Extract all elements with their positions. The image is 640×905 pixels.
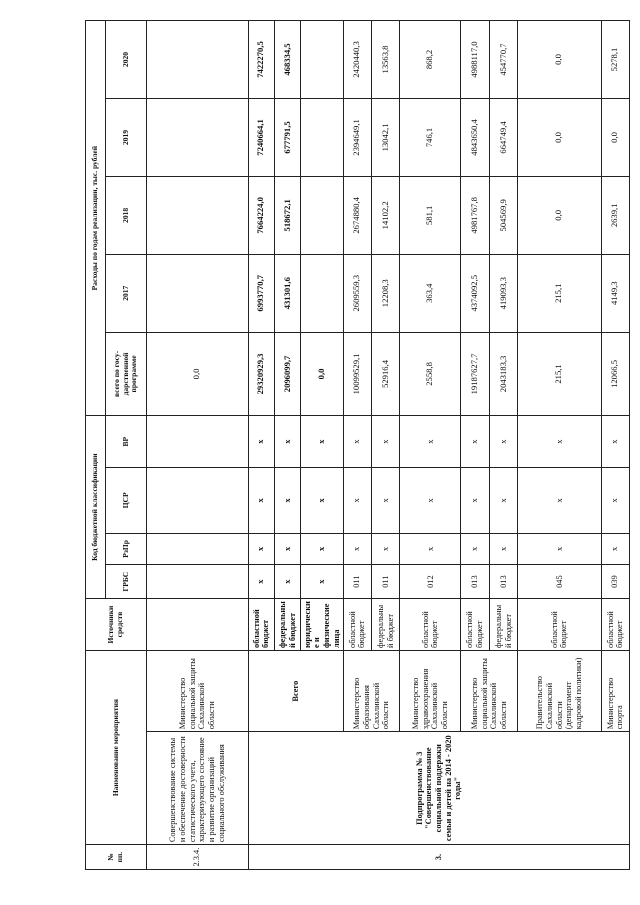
year-cell: 7422270,5 bbox=[248, 21, 274, 99]
header-year: 2019 bbox=[106, 99, 147, 177]
total-cell: 2043183,3 bbox=[489, 332, 517, 416]
budget-table bbox=[85, 20, 630, 870]
rzpr-cell: x bbox=[372, 533, 400, 565]
table-row bbox=[248, 21, 274, 870]
csr-cell: x bbox=[461, 468, 489, 533]
total-cell: 0,0 bbox=[146, 332, 248, 416]
executor: Министерство здравоохранения Сахалинской области bbox=[400, 650, 461, 731]
vr-cell: x bbox=[400, 416, 461, 468]
year-cell: 4843650,4 bbox=[461, 99, 489, 177]
header-expenses: Расходы по годам реализации, тыс. рублей bbox=[86, 21, 106, 416]
measure-name: Совершенствование системы и обеспечение достоверности статистического учета, характеризующего состояние и развитие организаций социального обслуживания bbox=[146, 732, 248, 845]
executor: Правительство Сахалинской области (департамент кадровой политики) bbox=[518, 650, 601, 731]
year-cell: 14102,2 bbox=[372, 176, 400, 254]
table-row bbox=[146, 21, 248, 870]
grbs-cell: 011 bbox=[372, 565, 400, 599]
year-cell: 431301,6 bbox=[274, 254, 300, 332]
header-rzpr: РзПр bbox=[106, 533, 147, 565]
source-cell: областной бюджет bbox=[461, 599, 489, 651]
rzpr-cell: x bbox=[489, 533, 517, 565]
total-cell: 29320929,3 bbox=[248, 332, 274, 416]
year-cell: 2639,1 bbox=[601, 176, 629, 254]
total-cell: 2096099,7 bbox=[274, 332, 300, 416]
year-cell: 6993770,7 bbox=[248, 254, 274, 332]
rzpr-cell: x bbox=[601, 533, 629, 565]
csr-cell: x bbox=[372, 468, 400, 533]
year-cell: 4149,3 bbox=[601, 254, 629, 332]
vr-cell: x bbox=[301, 416, 343, 468]
total-cell: 19187627,7 bbox=[461, 332, 489, 416]
csr-cell: x bbox=[489, 468, 517, 533]
header-year: 2020 bbox=[106, 21, 147, 99]
row-num: 2.3.4. bbox=[146, 845, 248, 870]
year-cell: 2420440,3 bbox=[343, 21, 371, 99]
rzpr-cell: x bbox=[343, 533, 371, 565]
grbs-cell: 039 bbox=[601, 565, 629, 599]
total-cell: 215,1 bbox=[518, 332, 601, 416]
header-vr: ВР bbox=[106, 416, 147, 468]
source-cell: федеральный бюджет bbox=[274, 599, 300, 651]
source-cell: областной бюджет bbox=[343, 599, 371, 651]
rzpr-cell: x bbox=[274, 533, 300, 565]
header-total-prog: всего по госу-дарственной программе bbox=[106, 332, 147, 416]
total-cell: 2558,8 bbox=[400, 332, 461, 416]
year-cell: 746,1 bbox=[400, 99, 461, 177]
rzpr-cell: x bbox=[301, 533, 343, 565]
csr-cell: x bbox=[248, 468, 274, 533]
vr-cell: x bbox=[248, 416, 274, 468]
vr-cell: x bbox=[343, 416, 371, 468]
source-cell: областной бюджет bbox=[248, 599, 274, 651]
csr-cell: x bbox=[301, 468, 343, 533]
grbs-cell: 045 bbox=[518, 565, 601, 599]
year-cell: 0,0 bbox=[601, 99, 629, 177]
vr-cell: x bbox=[518, 416, 601, 468]
header-sources: Источники средств bbox=[86, 599, 147, 651]
year-cell: 454770,7 bbox=[489, 21, 517, 99]
vr-cell: x bbox=[601, 416, 629, 468]
source-cell: областной бюджет bbox=[601, 599, 629, 651]
csr-cell: x bbox=[518, 468, 601, 533]
row-num: 3. bbox=[248, 845, 630, 870]
executor: Министерство образования Сахалинской области bbox=[343, 650, 400, 731]
header-budget-code: Код бюджетной классификации bbox=[86, 416, 106, 599]
header-year: 2017 bbox=[106, 254, 147, 332]
subprogram-name: Подпрограмма № 3 "Совершенствование социальной поддержки семьи и детей на 2014 - 2020 годы" bbox=[248, 732, 630, 845]
rzpr-cell: x bbox=[400, 533, 461, 565]
year-cell: 12208,3 bbox=[372, 254, 400, 332]
year-cell: 2394649,1 bbox=[343, 99, 371, 177]
year-cell: 0,0 bbox=[518, 21, 601, 99]
grbs-cell: x bbox=[274, 565, 300, 599]
vr-cell: x bbox=[461, 416, 489, 468]
executor: Министерство спорта bbox=[601, 650, 629, 731]
header-year: 2018 bbox=[106, 176, 147, 254]
year-cell: 13042,1 bbox=[372, 99, 400, 177]
grbs-cell: 011 bbox=[343, 565, 371, 599]
grbs-cell: 012 bbox=[400, 565, 461, 599]
grbs-cell: 013 bbox=[489, 565, 517, 599]
year-cell: 2609559,3 bbox=[343, 254, 371, 332]
vr-cell: x bbox=[489, 416, 517, 468]
header-num: № пп. bbox=[86, 845, 147, 870]
vr-cell: x bbox=[372, 416, 400, 468]
grbs-cell: 013 bbox=[461, 565, 489, 599]
grbs-cell: x bbox=[248, 565, 274, 599]
year-cell: 677791,5 bbox=[274, 99, 300, 177]
year-cell: 363,4 bbox=[400, 254, 461, 332]
grbs-cell: x bbox=[301, 565, 343, 599]
rotated-table-wrap bbox=[85, 20, 630, 870]
year-cell: 419093,3 bbox=[489, 254, 517, 332]
total-cell: 52916,4 bbox=[372, 332, 400, 416]
year-cell: 468334,5 bbox=[274, 21, 300, 99]
executor: Министерство социальной защиты Сахалинской области bbox=[461, 650, 518, 731]
year-cell: 664749,4 bbox=[489, 99, 517, 177]
year-cell: 0,0 bbox=[518, 176, 601, 254]
year-cell: 504569,9 bbox=[489, 176, 517, 254]
year-cell: 4988117,0 bbox=[461, 21, 489, 99]
vsego-label: Всего bbox=[248, 650, 343, 731]
year-cell: 7664224,0 bbox=[248, 176, 274, 254]
year-cell: 215,1 bbox=[518, 254, 601, 332]
year-cell: 4981767,8 bbox=[461, 176, 489, 254]
header-grbs: ГРБС bbox=[106, 565, 147, 599]
source-cell: федеральный бюджет bbox=[372, 599, 400, 651]
total-cell: 10099529,1 bbox=[343, 332, 371, 416]
csr-cell: x bbox=[400, 468, 461, 533]
year-cell: 2674880,4 bbox=[343, 176, 371, 254]
year-cell: 518672,1 bbox=[274, 176, 300, 254]
header-name: Наименование мероприятия bbox=[86, 650, 147, 844]
year-cell: 0,0 bbox=[518, 99, 601, 177]
rzpr-cell: x bbox=[518, 533, 601, 565]
year-cell: 7240664,1 bbox=[248, 99, 274, 177]
year-cell: 13563,8 bbox=[372, 21, 400, 99]
csr-cell: x bbox=[343, 468, 371, 533]
rzpr-cell: x bbox=[461, 533, 489, 565]
year-cell: 4374092,5 bbox=[461, 254, 489, 332]
header-csr: ЦСР bbox=[106, 468, 147, 533]
total-cell: 12066,5 bbox=[601, 332, 629, 416]
vr-cell: x bbox=[274, 416, 300, 468]
executor: Министерство социальной защиты Сахалинской области bbox=[146, 650, 248, 731]
csr-cell: x bbox=[601, 468, 629, 533]
source-cell: областной бюджет bbox=[400, 599, 461, 651]
year-cell: 5278,1 bbox=[601, 21, 629, 99]
rzpr-cell: x bbox=[248, 533, 274, 565]
csr-cell: x bbox=[274, 468, 300, 533]
source-cell: федеральный бюджет bbox=[489, 599, 517, 651]
source-cell: областной бюджет bbox=[518, 599, 601, 651]
source-cell: юридические и физические лица bbox=[301, 599, 343, 651]
year-cell: 581,1 bbox=[400, 176, 461, 254]
year-cell: 868,2 bbox=[400, 21, 461, 99]
total-cell: 0,0 bbox=[301, 332, 343, 416]
